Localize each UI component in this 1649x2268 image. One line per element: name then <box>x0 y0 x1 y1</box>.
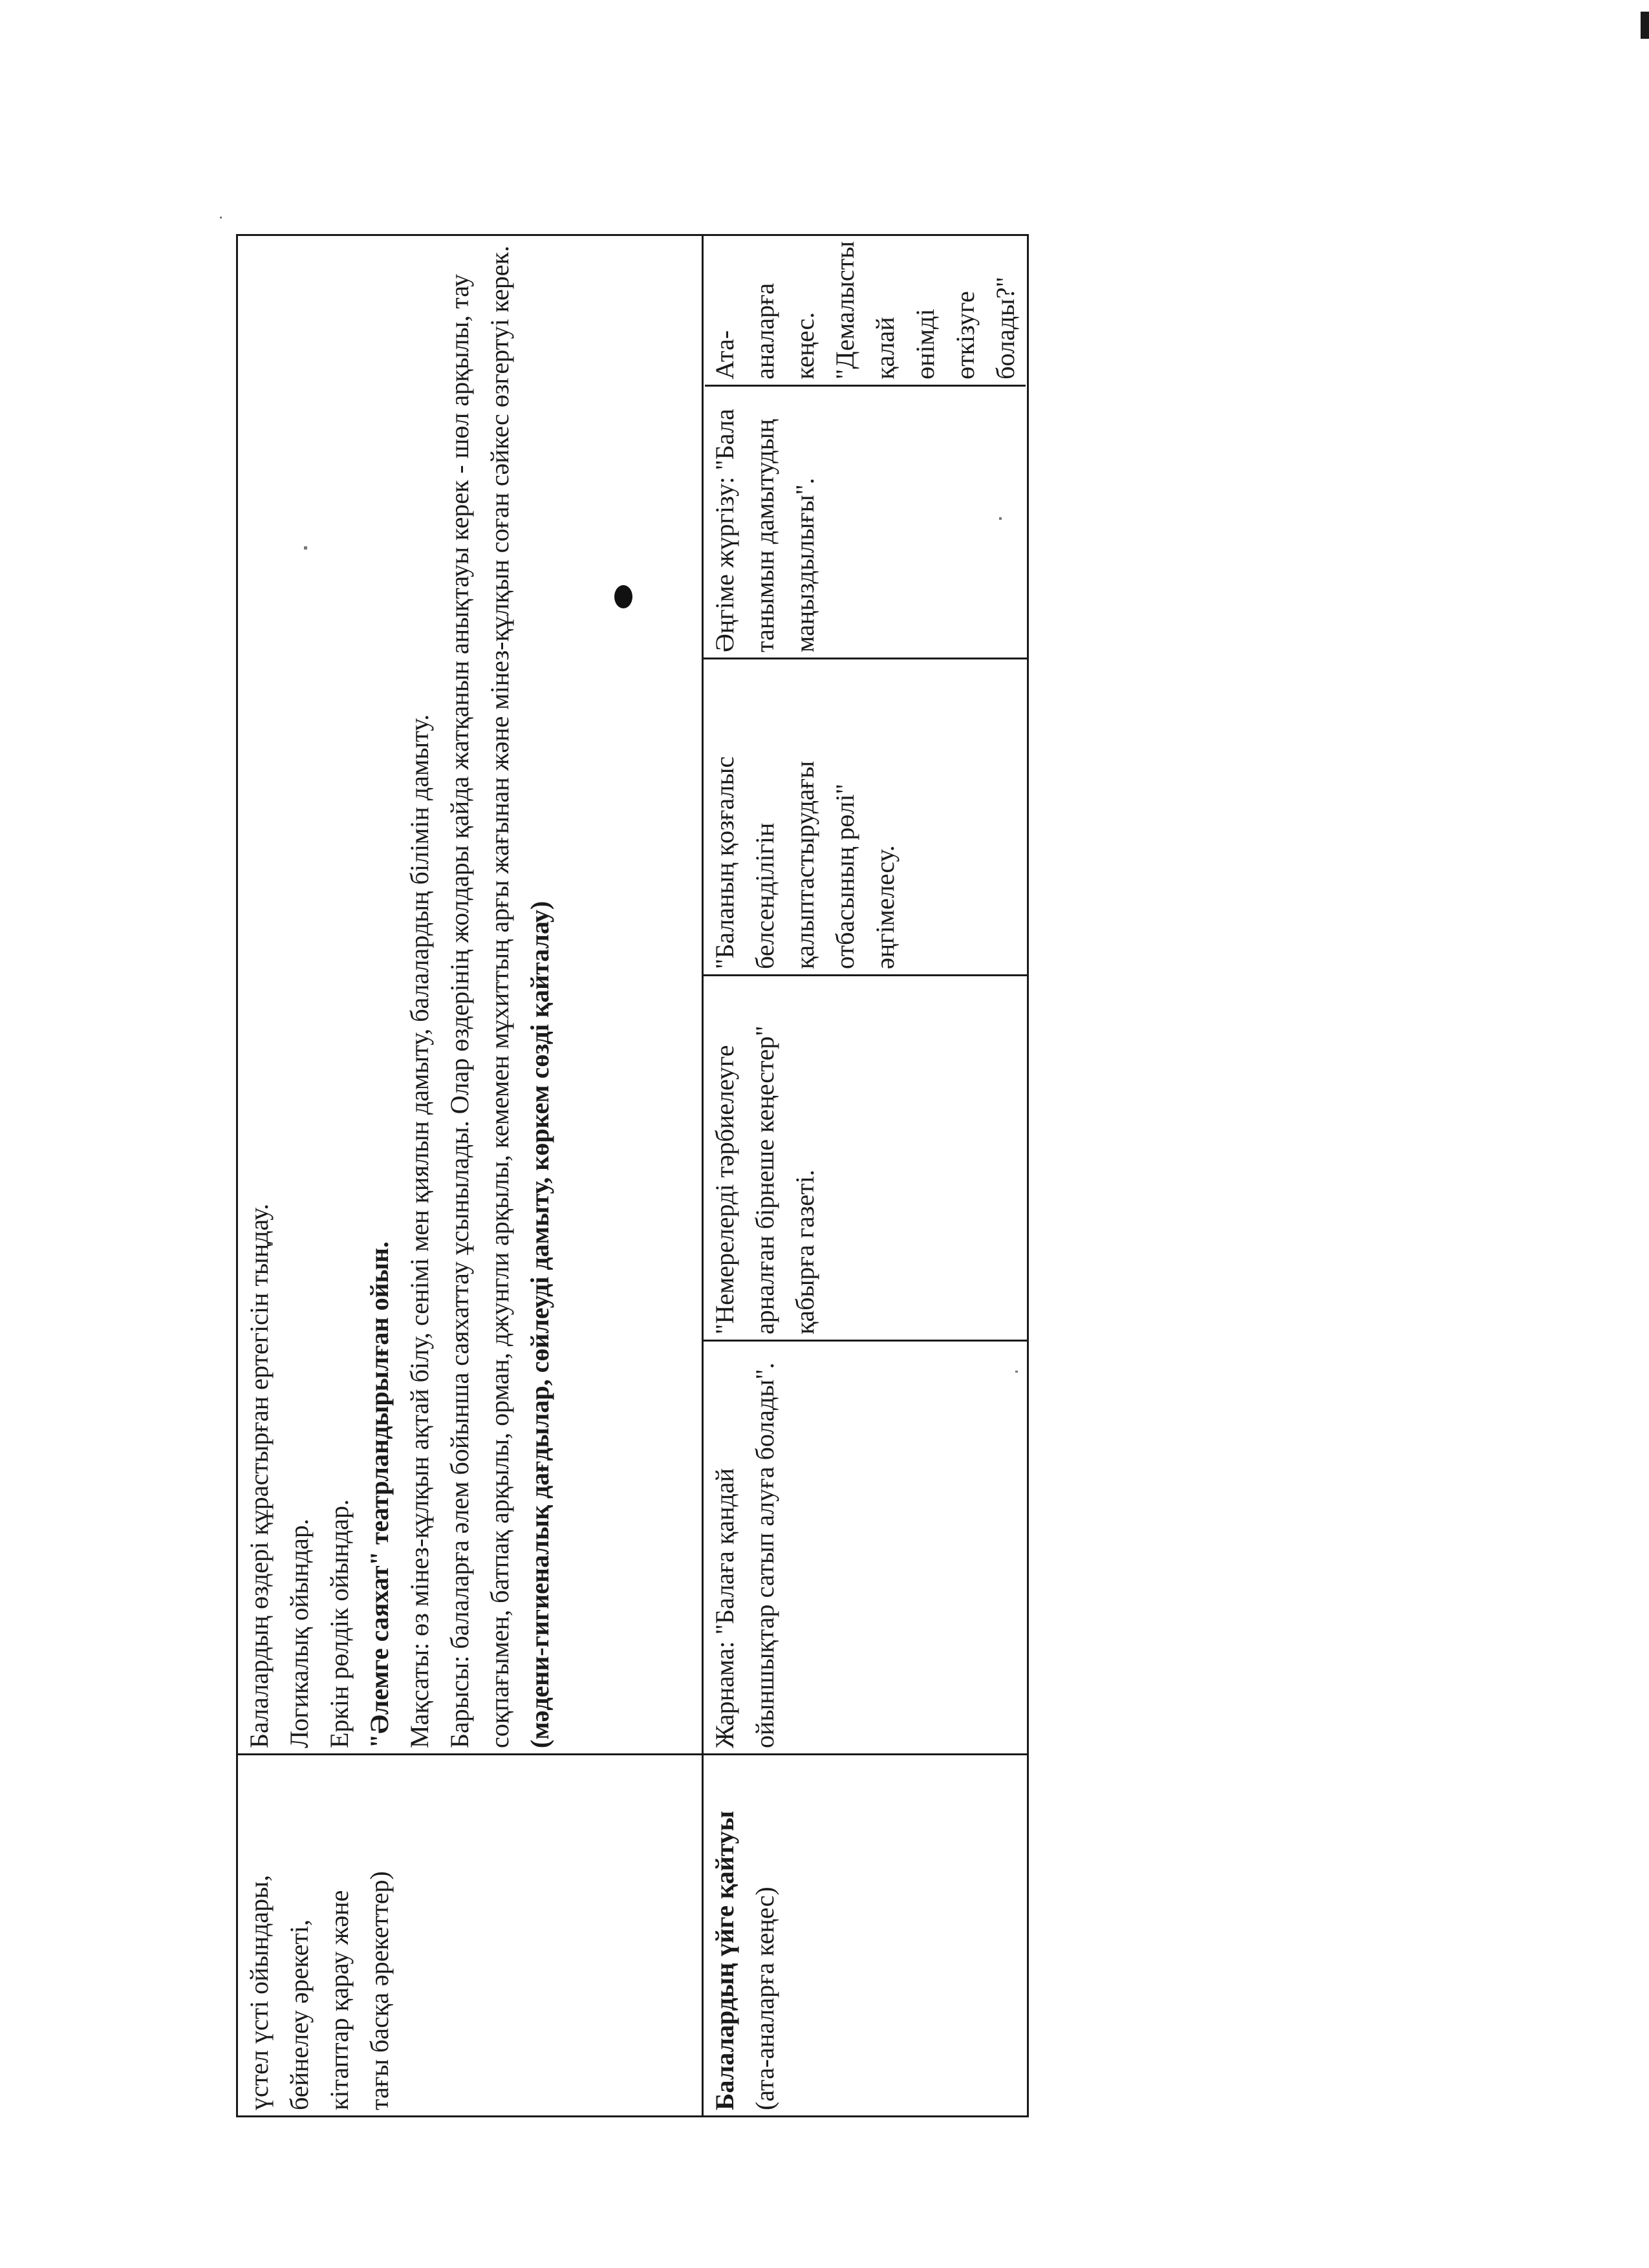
activity-content-cell <box>237 235 703 1754</box>
fairy-tale-line: Балалардың өздері құрастырған ертегісін тыңдау. <box>244 1203 274 1748</box>
scan-edge-mark <box>1641 12 1649 39</box>
game-title-rest: театрландырылған ойын. <box>365 1241 394 1552</box>
going-home-title: Балалардың үйге қайтуы <box>710 1810 739 2110</box>
rotated-table-frame <box>236 236 1020 2117</box>
activity-type-cell <box>237 1755 703 2117</box>
logic-games-line: Логикалық ойындар. <box>285 1519 314 1748</box>
activity-type-line: бейнелеу әрекеті, <box>285 1919 314 2110</box>
game-process: Барысы: балаларға әлем бойынша саяхаттау ұсынылады. Олар өздерінің жолдары қайда жатқанын анықтауы керек - шөл арқылы, тау соқпағымен, батпақ арқылы, орман, джунгли арқылы, кемемен мұхиттың арғы жағынан және мінез-құлқын соған сәйкес өзгертуі керек. <box>445 245 514 1748</box>
activity-type-line: кітаптар қарау және <box>325 1890 354 2110</box>
table-row-going-home <box>703 235 1028 2116</box>
role-games-line: Еркін рөлдік ойындар. <box>325 1499 354 1748</box>
advice-cell-wednesday: "Баланың қозғалыс белсенділігін қалыптастырудағы отбасының рөлі" әңгімелесу. <box>703 659 1028 976</box>
advice-cell-monday: Жарнама: "Балаға қандай ойыншықтар сатып алуға болады". <box>703 1341 1028 1755</box>
advice-cell-thursday-text: Әңгіме жүргізу: "Бала танымын дамытудың маңыздылығы". <box>705 385 1026 652</box>
going-home-subtitle: (ата-аналарға кеңес) <box>750 1887 779 2110</box>
daily-plan-table <box>236 234 1029 2117</box>
game-title-name: "Әлемге саяхат" <box>365 1551 394 1748</box>
scan-speck <box>220 217 222 219</box>
advice-cell-friday: Ата-аналарға кеңес. "Демалысты қалай өнімді өткізуге болады?" <box>710 241 1020 380</box>
skills-note <box>520 241 560 1748</box>
activity-type-line: тағы басқа әрекеттер) <box>365 1871 394 2110</box>
advice-cell-tuesday: "Немерелерді тәрбиелеуге арналған бірнеше кеңестер" қабырға газеті. <box>703 976 1028 1341</box>
table-row-activities <box>237 235 703 2116</box>
advice-cell-thursday <box>703 235 1028 658</box>
activity-type-line: үстел үсті ойындары, <box>244 1875 274 2110</box>
game-goal: Мақсаты: өз мінез-құлқын ақтай білу, сенімі мен қиялын дамыту, балалардың білімін дамыту. <box>405 714 434 1748</box>
going-home-title-cell <box>703 1755 1028 2117</box>
game-title <box>360 241 400 1748</box>
skills-note-text: (мәдени-гигиеналық дағдылар, сөйлеуді дамыту, көркем сөзді қайталау) <box>525 901 554 1748</box>
